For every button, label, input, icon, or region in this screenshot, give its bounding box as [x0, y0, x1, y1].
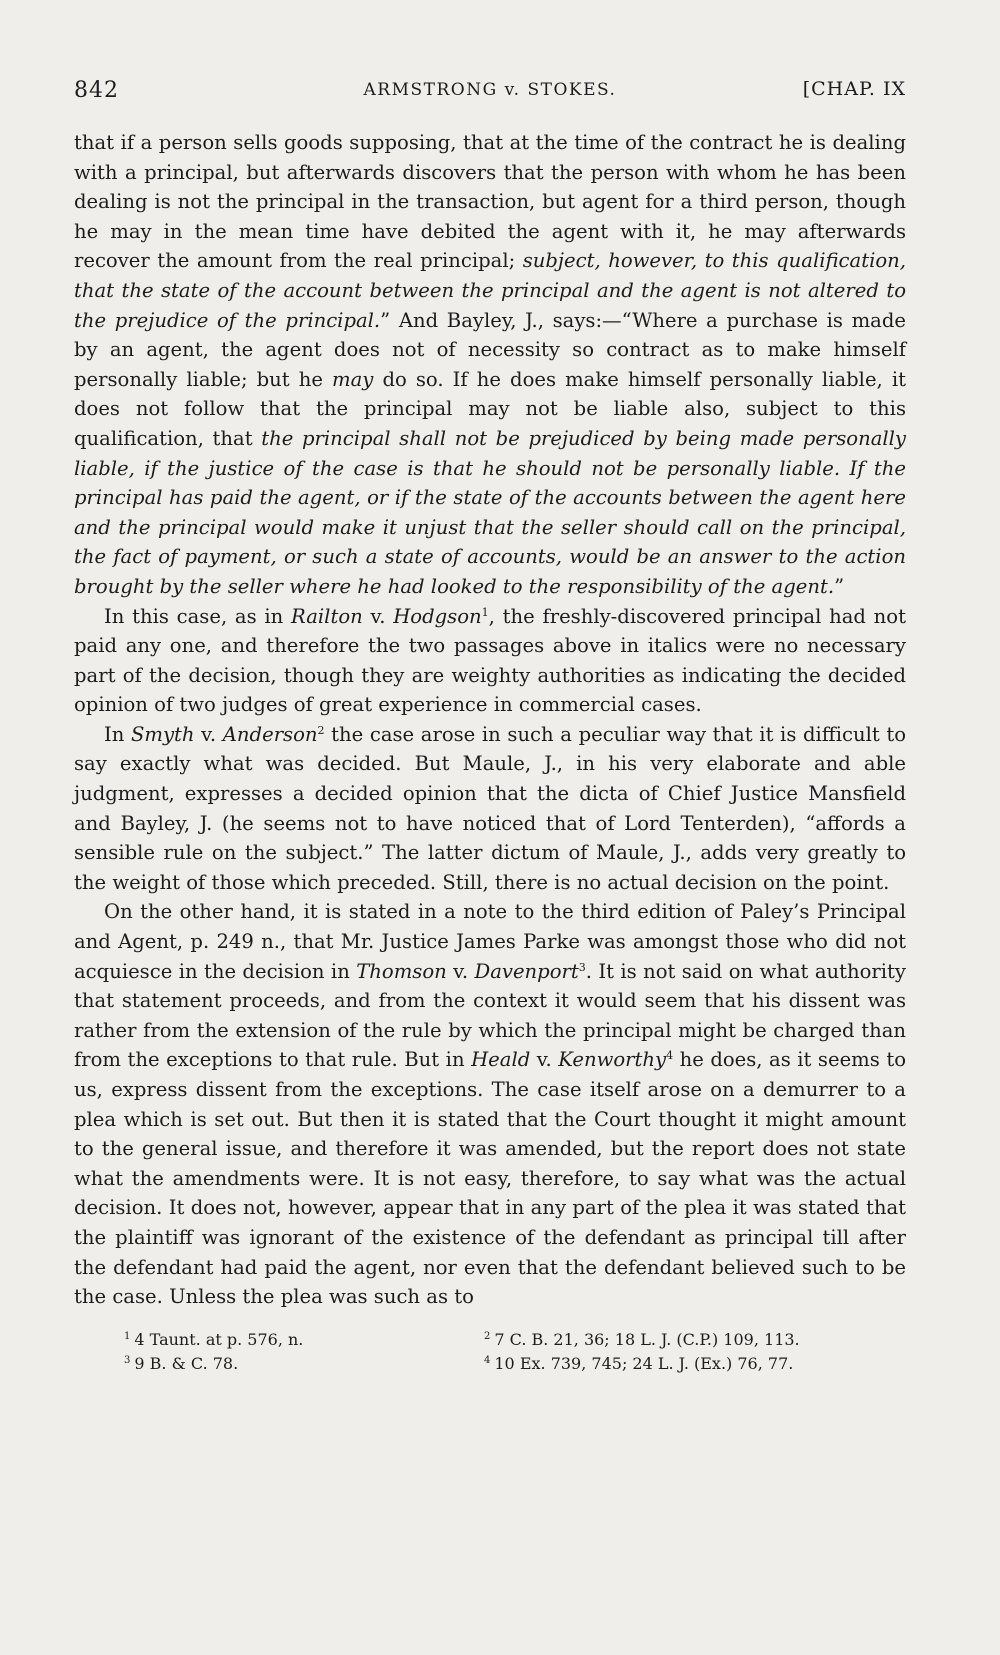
- italic-run: subject, however, to this qualification, that the state of the account between the principal and the agent is not altered to the prejudice of the principal.: [74, 249, 906, 332]
- italic-run: may: [332, 367, 374, 391]
- body-text: [74, 128, 906, 1312]
- footnote-ref: 4: [666, 1049, 674, 1063]
- paragraph: [74, 720, 906, 898]
- footnote-ref: 3: [578, 960, 586, 974]
- text-run: he does, as it seems to us, express dissent from the exceptions. The case itself arose on a demurrer to a plea which is set out. But then it is stated that the Court thought it might amount to the general issue, and therefore it was amended, but the report does not state what the amendments were. It is not easy, therefore, to say what was the actual decision. It does not, however, appear that in any part of the plea it was stated that the plaintiff was ignorant of the existence of the defendant as principal till after the defendant had paid the agent, nor even that the defendant believed such to be the case. Unless the plea was such as to: [74, 1048, 906, 1309]
- text-run: On the other hand, it is stated in a note to the third edition of Paley’s Principal and Agent, p. 249 n., that Mr. Justice James Parke was amongst those who did not acquiesce in the decision in: [74, 900, 906, 983]
- paragraph: [74, 128, 906, 602]
- paragraph: [74, 602, 906, 720]
- page-number: 842: [74, 78, 119, 103]
- text-run: v.: [446, 959, 475, 983]
- italic-run: Hodgson: [393, 604, 482, 628]
- footnote-mark: 3: [124, 1354, 131, 1366]
- italic-run: Davenport: [474, 959, 579, 983]
- running-title: ARMSTRONG v. STOKES.: [363, 80, 617, 100]
- chapter-label: [CHAP. IX: [802, 78, 906, 100]
- running-header: [74, 78, 906, 118]
- text-run: In this case, as in: [104, 604, 292, 628]
- footnote-text: 4 Taunt. at p. 576, n.: [134, 1329, 304, 1349]
- footnote-text: 10 Ex. 739, 745; 24 L. J. (Ex.) 76, 77.: [494, 1353, 794, 1373]
- footnote: [484, 1328, 906, 1352]
- text-run: . It is not said on what authority that statement proceeds, and from the context it would seem that his dissent was rather from the extension of the rule by which the principal might be charged than from the exceptions to that rule. But in: [74, 959, 906, 1072]
- footnote-ref: 1: [481, 605, 489, 619]
- text-run: do so. If he does make himself personally liable, it does not follow that the principal may not be liable also, subject to this qualification, that: [74, 367, 906, 450]
- footnote-mark: 4: [484, 1354, 491, 1366]
- text-run: v.: [194, 722, 223, 746]
- text-run: v.: [530, 1048, 559, 1072]
- italic-run: the principal shall not be prejudiced by being made personally liable, if the justice of the case is that he should not be personally liable. If the principal has paid the agent, or if the state of the accounts between the agent here and the principal would make it unjust that the seller should call on the principal, the fact of payment, or such a state of accounts, would be an answer to the action brought by the seller where he had looked to the responsibility of the agent.: [74, 426, 907, 598]
- footnote: [484, 1352, 906, 1376]
- footnote-mark: 1: [124, 1330, 131, 1342]
- footnotes: [74, 1328, 906, 1376]
- text-run: the case arose in such a peculiar way that it is difficult to say exactly what was decided. But Maule, J., in his very elaborate and able judgment, expresses a decided opinion that the dicta of Chief Justice Mansfield and Bayley, J. (he seems not to have noticed that of Lord Tenterden), “affords a sensible rule on the subject.” The latter dictum of Maule, J., adds very greatly to the weight of those which preceded. Still, there is no actual decision on the point.: [74, 722, 907, 894]
- italic-run: Heald: [471, 1048, 531, 1072]
- footnote-mark: 2: [484, 1330, 491, 1342]
- text-run: ”: [834, 574, 845, 598]
- italic-run: Anderson: [222, 722, 318, 746]
- footnote-text: 9 B. & C. 78.: [134, 1353, 239, 1373]
- text-run: ” And Bayley, J., says:—“Where a purchase is made by an agent, the agent does not of necessity so contract as to make himself personally liable; but he: [74, 308, 906, 391]
- text-run: In: [104, 722, 131, 746]
- italic-run: Railton: [291, 604, 363, 628]
- italic-run: Thomson: [356, 959, 447, 983]
- italic-run: Kenworthy: [558, 1048, 667, 1072]
- footnote: [124, 1352, 424, 1376]
- footnote: [124, 1328, 424, 1352]
- text-run: v.: [362, 604, 394, 628]
- text-run: , the freshly-discovered principal had not paid any one, and therefore the two passages above in italics were no necessary part of the decision, though they are weighty authorities as indicating the decided opinion of two judges of great experience in commercial cases.: [74, 604, 906, 717]
- footnote-text: 7 C. B. 21, 36; 18 L. J. (C.P.) 109, 113.: [494, 1329, 800, 1349]
- footnote-ref: 2: [317, 723, 325, 737]
- text-run: that if a person sells goods supposing, that at the time of the contract he is dealing with a principal, but afterwards discovers that the person with whom he has been dealing is not the principal in the transaction, but agent for a third person, though he may in the mean time have debited the agent with it, he may afterwards recover the amount from the real principal;: [74, 131, 906, 273]
- paragraph: [74, 897, 906, 1311]
- italic-run: Smyth: [130, 722, 195, 746]
